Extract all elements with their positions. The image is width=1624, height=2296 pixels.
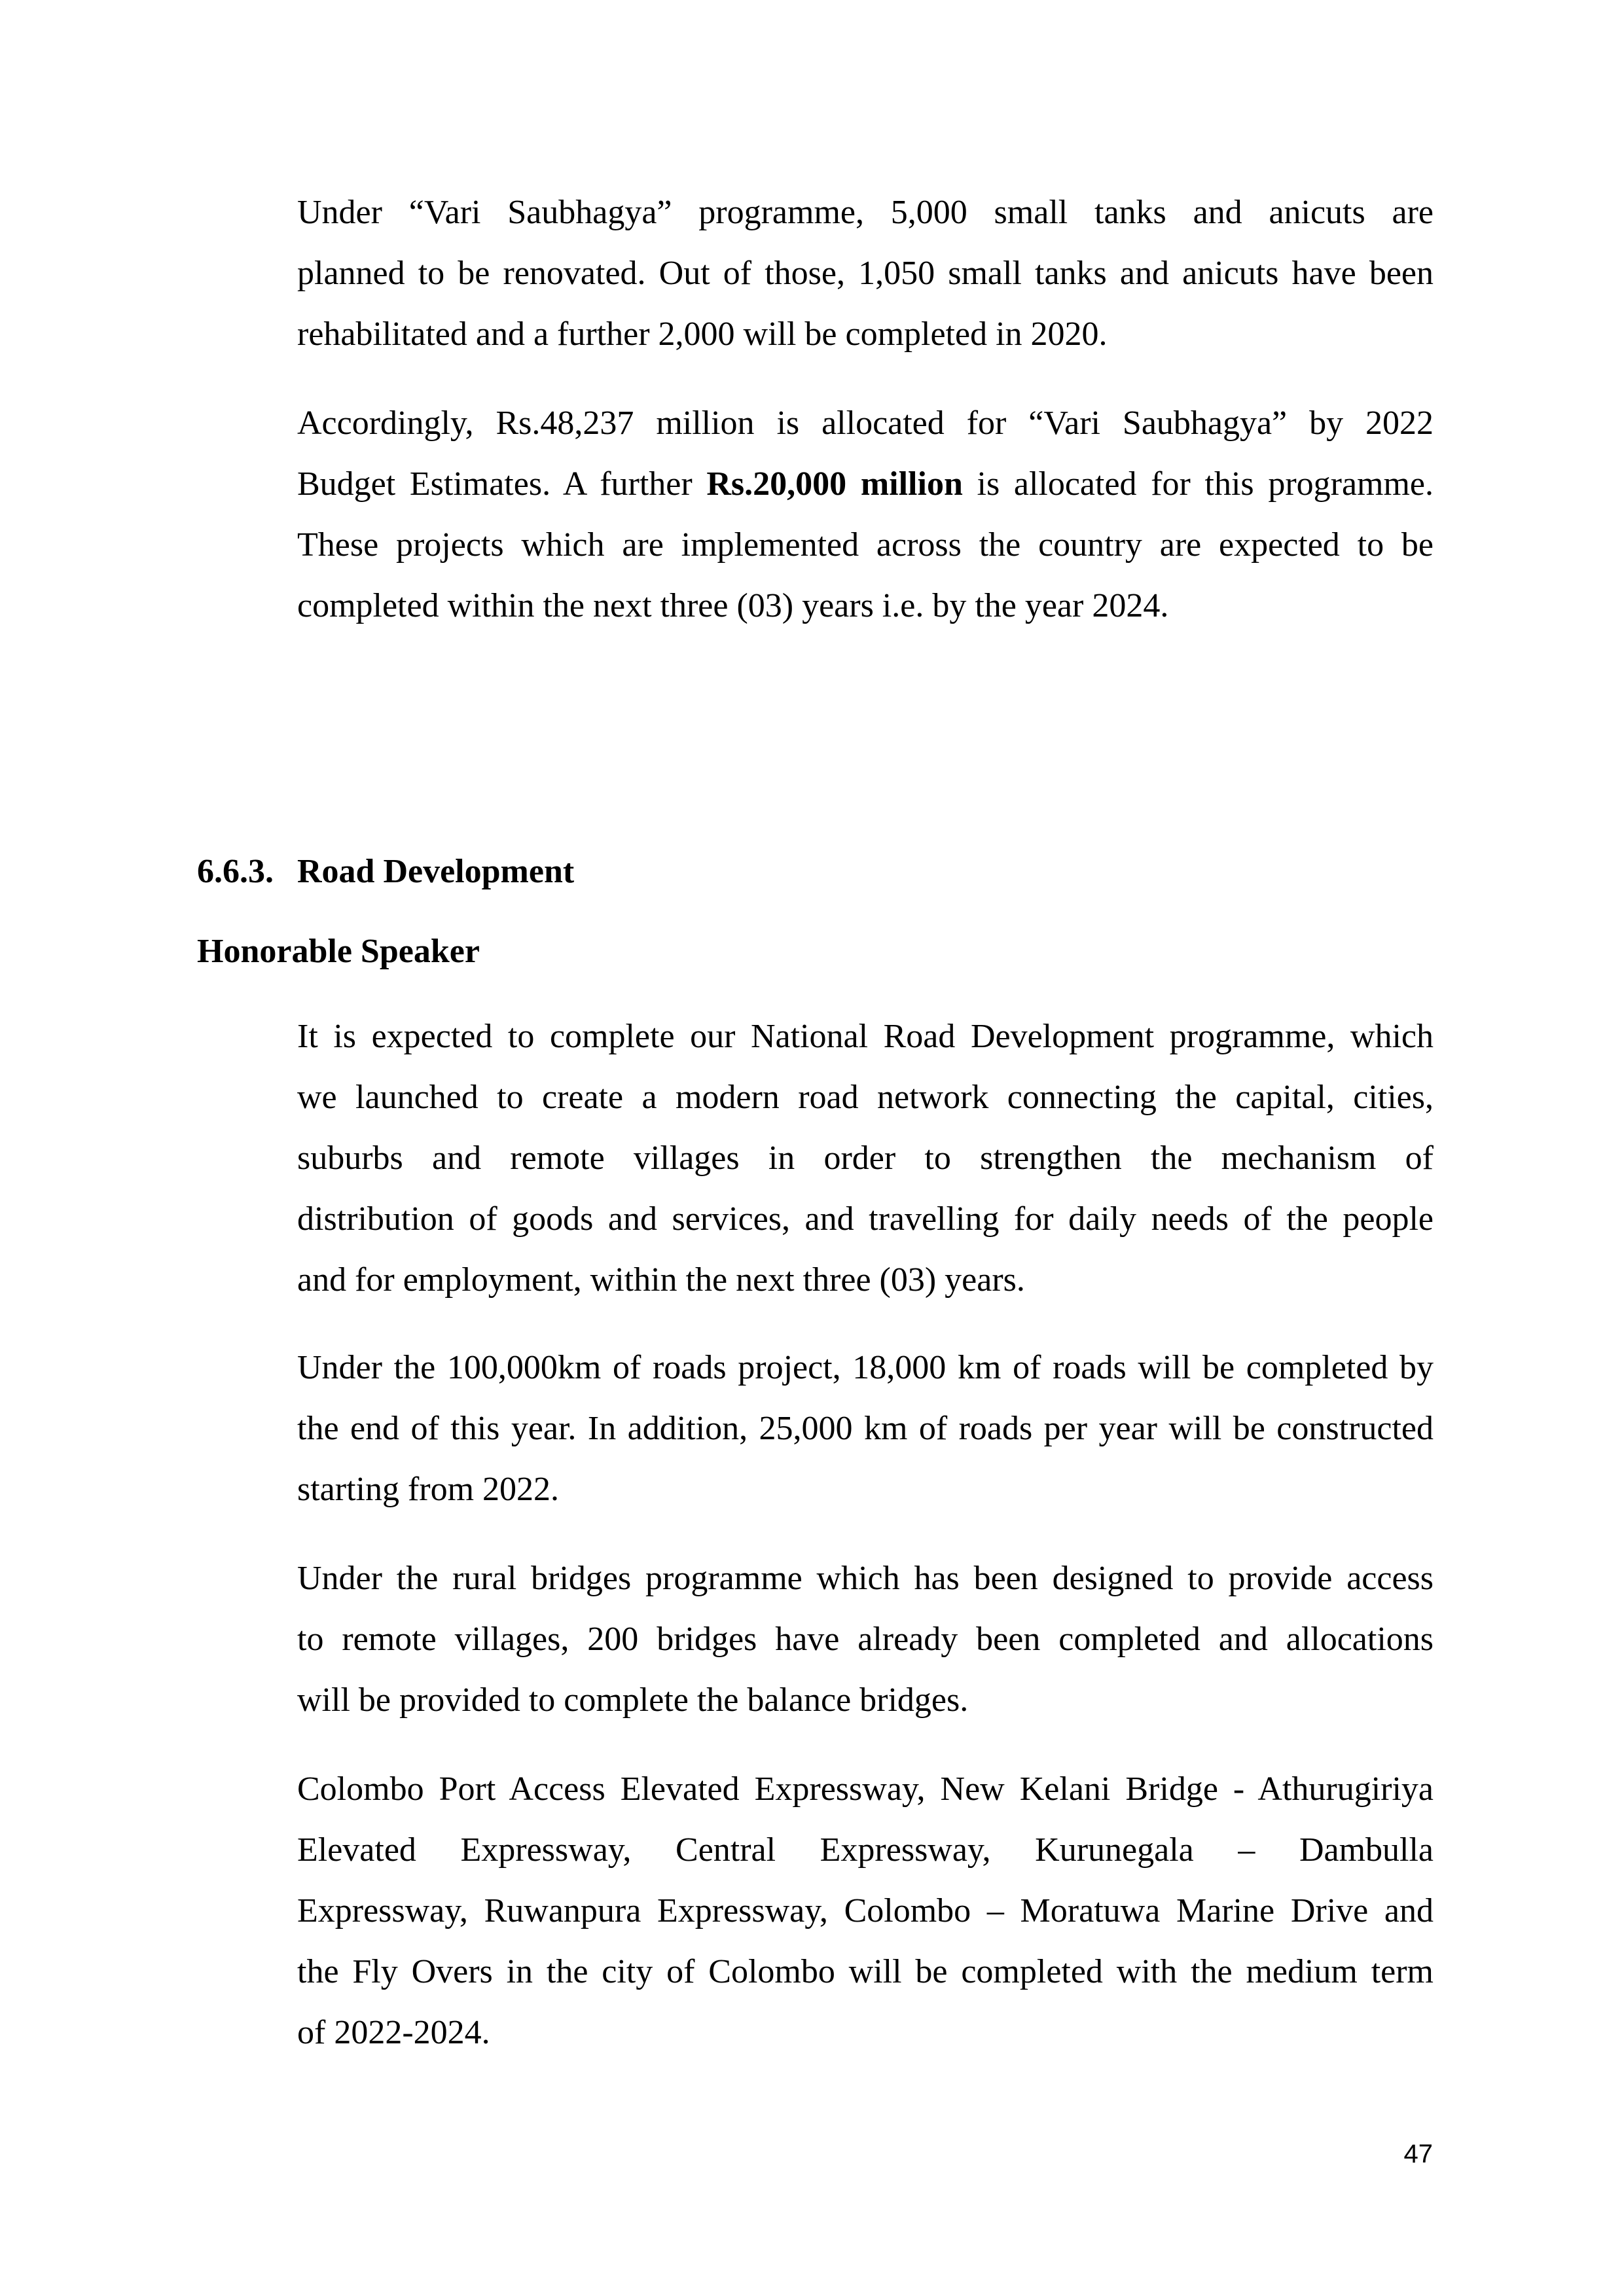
paragraph-line: Elevated Expressway, Central Expressway, Kurunegala – Dambulla xyxy=(297,1831,1434,1869)
subheading: Honorable Speaker xyxy=(197,933,480,970)
paragraph-vari-saubhagya-allocation xyxy=(297,393,1434,636)
paragraph-line: It is expected to complete our National Road Development programme, which xyxy=(297,1018,1434,1055)
paragraph-line xyxy=(297,454,1434,514)
paragraph-line: suburbs and remote villages in order to strengthen the mechanism of xyxy=(297,1139,1434,1177)
paragraph-line: Under the rural bridges programme which has been designed to provide access xyxy=(297,1560,1434,1597)
line-text: is allocated for this programme. xyxy=(962,465,1434,503)
paragraph-line: the Fly Overs in the city of Colombo will be completed with the medium term xyxy=(297,1953,1434,1990)
paragraph-national-road-development xyxy=(297,1006,1434,1310)
paragraph-line: completed within the next three (03) years i.e. by the year 2024. xyxy=(297,587,1169,624)
paragraph-line: Under the 100,000km of roads project, 18,000 km of roads will be completed by xyxy=(297,1349,1434,1386)
paragraph-roads-project xyxy=(297,1337,1434,1520)
paragraph-line: Accordingly, Rs.48,237 million is allocated for “Vari Saubhagya” by 2022 xyxy=(297,404,1434,442)
paragraph-line: distribution of goods and services, and travelling for daily needs of the people xyxy=(297,1200,1434,1238)
paragraph-line: to remote villages, 200 bridges have already been completed and allocations xyxy=(297,1621,1434,1658)
bold-amount: Rs.20,000 million xyxy=(706,465,963,503)
paragraph-line: Expressway, Ruwanpura Expressway, Colombo – Moratuwa Marine Drive and xyxy=(297,1892,1434,1929)
paragraph-expressways xyxy=(297,1759,1434,2063)
paragraph-line: These projects which are implemented across the country are expected to be xyxy=(297,526,1434,564)
paragraph-line: rehabilitated and a further 2,000 will be completed in 2020. xyxy=(297,315,1108,353)
paragraph-line: we launched to create a modern road network connecting the capital, cities, xyxy=(297,1079,1434,1116)
paragraph-line: the end of this year. In addition, 25,000 km of roads per year will be constructed xyxy=(297,1410,1434,1447)
paragraph-line: starting from 2022. xyxy=(297,1471,560,1508)
paragraph-rural-bridges xyxy=(297,1548,1434,1731)
paragraph-line: Colombo Port Access Elevated Expressway, New Kelani Bridge - Athurugiriya xyxy=(297,1770,1434,1808)
section-title: Road Development xyxy=(297,853,575,890)
paragraph-line: Under “Vari Saubhagya” programme, 5,000 small tanks and anicuts are xyxy=(297,194,1434,231)
line-text: Budget Estimates. A further xyxy=(297,465,707,503)
paragraph-vari-saubhagya-renovation xyxy=(297,182,1434,365)
paragraph-line: planned to be renovated. Out of those, 1,050 small tanks and anicuts have been xyxy=(297,255,1434,292)
section-number: 6.6.3. xyxy=(197,853,274,890)
paragraph-line: of 2022-2024. xyxy=(297,2014,490,2051)
paragraph-line: and for employment, within the next three (03) years. xyxy=(297,1261,1025,1299)
paragraph-line: will be provided to complete the balance bridges. xyxy=(297,1681,969,1719)
page-number: 47 xyxy=(1403,2140,1433,2168)
